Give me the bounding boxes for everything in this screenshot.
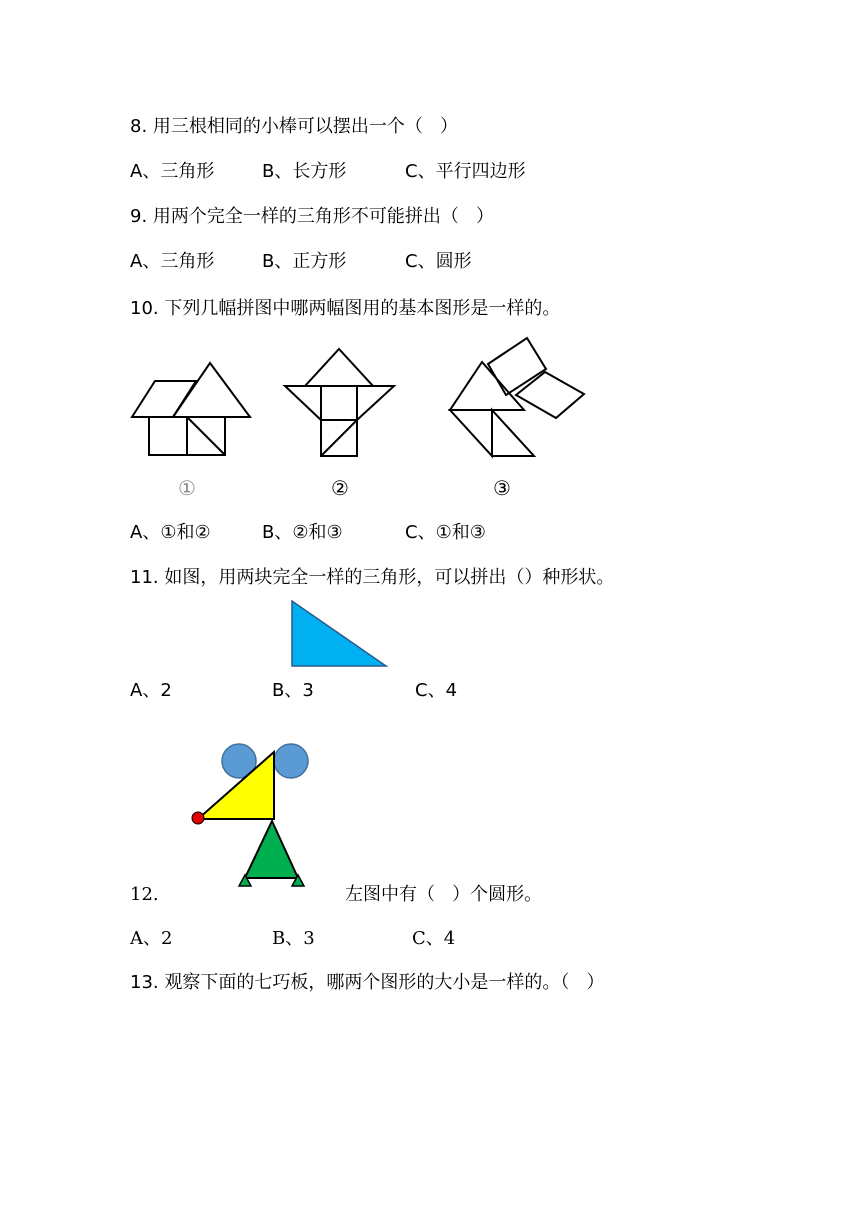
q8-option-c: C、平行四边形	[405, 161, 526, 182]
q12-option-b: B、3	[272, 928, 315, 949]
q13-question: 13. 观察下面的七巧板，哪两个图形的大小是一样的。（ ）	[130, 972, 605, 993]
q10-question: 10. 下列几幅拼图中哪两幅图用的基本图形是一样的。	[130, 298, 561, 319]
q12-question: 左图中有（ ）个圆形。	[345, 884, 543, 905]
q12-number: 12.	[130, 884, 159, 905]
figure-label-3: ③	[493, 476, 511, 500]
q11-option-a: A、2	[130, 680, 172, 701]
q8-option-b: B、长方形	[262, 161, 347, 182]
q10-option-b: B、②和③	[262, 522, 343, 543]
body-triangle	[245, 821, 298, 878]
right-ear-circle	[274, 744, 308, 778]
q11-option-b: B、3	[272, 680, 314, 701]
q8-question: 8. 用三根相同的小棒可以摆出一个（ ）	[130, 116, 459, 137]
q12-option-c: C、4	[412, 928, 456, 949]
q11-question: 11. 如图，用两块完全一样的三角形，可以拼出（）种形状。	[130, 567, 615, 588]
figure-label-1: ①	[178, 476, 196, 500]
q9-option-c: C、圆形	[405, 251, 472, 272]
q11-option-c: C、4	[415, 680, 458, 701]
q8-option-a: A、三角形	[130, 161, 215, 182]
nose-circle	[192, 812, 204, 824]
q9-question: 9. 用两个完全一样的三角形不可能拼出（ ）	[130, 206, 495, 227]
q9-option-b: B、正方形	[262, 251, 347, 272]
q10-option-c: C、①和③	[405, 522, 486, 543]
q10-option-a: A、①和②	[130, 522, 211, 543]
q9-option-a: A、三角形	[130, 251, 215, 272]
figure-label-2: ②	[331, 476, 349, 500]
q12-option-a: A、2	[130, 928, 173, 949]
